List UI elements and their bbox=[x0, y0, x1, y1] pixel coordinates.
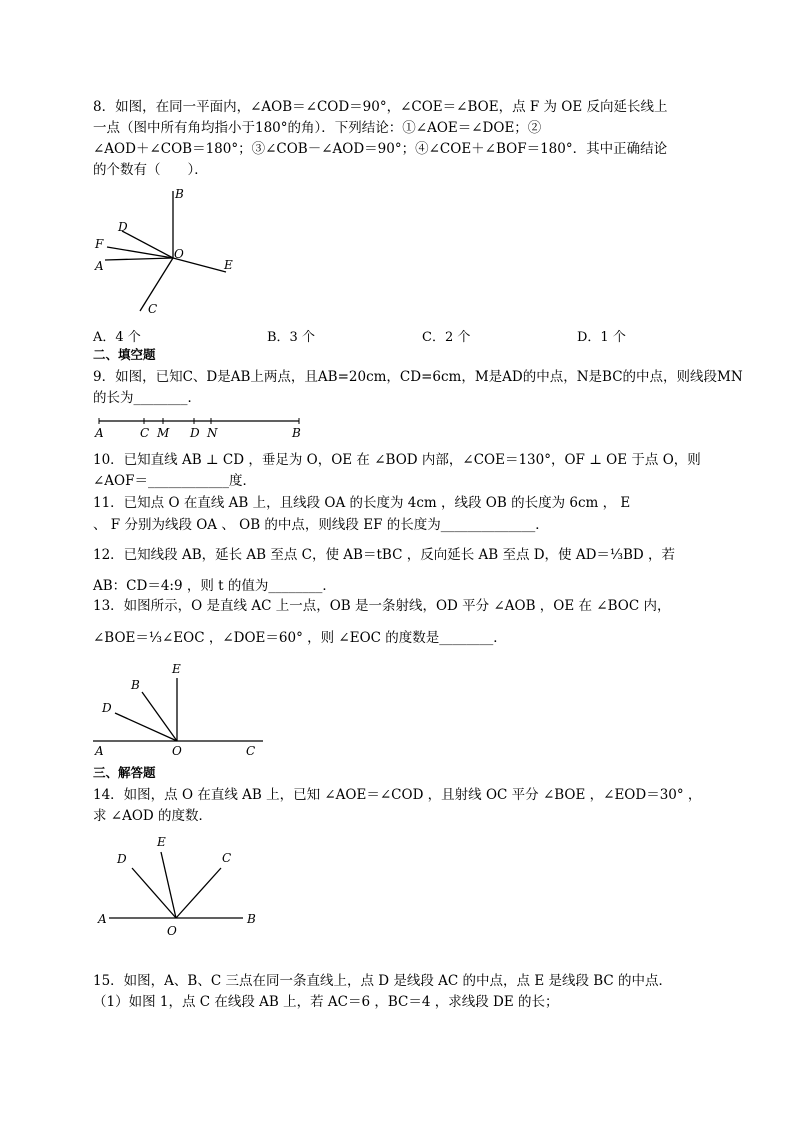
q12-line-1: 12．已知线段 AB，延长 AB 至点 C，使 AB＝tBC ，反向延长 AB 至点 D，使 AD＝⅓BD ，若 bbox=[93, 547, 676, 563]
q14-label-c: C bbox=[222, 851, 232, 865]
q14-line-1: 14．如图，点 O 在直线 AB 上，已知 ∠AOE＝∠COD ，且射线 OC 平分 ∠BOE ，∠EOD＝30° ， bbox=[93, 787, 702, 803]
q13-line-1: 13．如图所示，O 是直线 AC 上一点，OB 是一条射线，OD 平分 ∠AOB ，OE 在 ∠BOC 内， bbox=[93, 598, 671, 614]
q9-figure bbox=[93, 413, 308, 441]
q8-line-4: 的个数有（ ）． bbox=[93, 162, 208, 178]
q8-label-b: B bbox=[175, 187, 184, 201]
q14-label-d: D bbox=[117, 852, 127, 866]
q8-line-1: 8．如图，在同一平面内，∠AOB＝∠COD＝90°，∠COE＝∠BOE，点 F 为 OE 反向延长线上 bbox=[93, 99, 668, 115]
q8-label-c: C bbox=[148, 302, 158, 316]
q9-label-b: B bbox=[292, 426, 301, 440]
q12-line-2: AB：CD＝4:9 ，则 t 的值为________． bbox=[93, 578, 336, 594]
q8-label-e: E bbox=[224, 258, 233, 272]
q15-line-1: 15．如图，A、B、C 三点在同一条直线上，点 D 是线段 AC 的中点，点 E 是线段 BC 的中点． bbox=[93, 973, 673, 989]
q13-label-o: O bbox=[172, 744, 182, 758]
q8-label-o: O bbox=[174, 247, 184, 261]
q15-line-2: （1）如图 1，点 C 在线段 AB 上，若 AC＝6 ，BC＝4 ，求线段 DE 的长； bbox=[93, 994, 559, 1010]
q9-line-2: 的长为________． bbox=[93, 390, 201, 406]
q9-label-d: D bbox=[190, 426, 200, 440]
q8-option-a: A．4 个 bbox=[93, 330, 141, 345]
q13-label-d: D bbox=[102, 701, 112, 715]
q13-label-b: B bbox=[131, 678, 140, 692]
section-heading-solutions: 三、解答题 bbox=[93, 765, 156, 780]
section-heading-fill-in: 二、填空题 bbox=[93, 347, 156, 362]
q8-option-d: D．1 个 bbox=[577, 330, 626, 345]
q8-label-f: F bbox=[95, 237, 104, 251]
q14-label-o: O bbox=[167, 924, 177, 938]
q8-line-3: ∠AOD＋∠COB＝180°；③∠COB－∠AOD＝90°；④∠COE＋∠BOF＝180°．其中正确结论 bbox=[93, 141, 668, 157]
q8-line-2: 一点（图中所有角均指小于180°的角）．下列结论：①∠AOE＝∠DOE；② bbox=[93, 120, 542, 136]
q14-line-2: 求 ∠AOD 的度数． bbox=[93, 808, 213, 824]
q14-label-b: B bbox=[247, 912, 256, 926]
q13-label-a: A bbox=[95, 744, 104, 758]
q9-line-1: 9．如图，已知C、D是AB上两点，且AB=20cm，CD=6cm，M是AD的中点，N是BC的中点，则线段MN bbox=[93, 369, 743, 385]
q11-line-1: 11．已知点 O 在直线 AB 上，且线段 OA 的长度为 4cm ，线段 OB 的长度为 6cm ， E bbox=[93, 495, 631, 511]
q11-line-2: 、 F 分别为线段 OA 、 OB 的中点，则线段 EF 的长度为______________． bbox=[93, 517, 549, 533]
q14-figure bbox=[93, 832, 268, 942]
q13-label-c: C bbox=[246, 744, 256, 758]
q14-label-a: A bbox=[98, 912, 107, 926]
q8-label-d: D bbox=[118, 220, 128, 234]
q8-label-a: A bbox=[95, 259, 104, 273]
q10-line-1: 10．已知直线 AB ⊥ CD ，垂足为 O，OE 在 ∠BOD 内部，∠COE＝130°，OF ⊥ OE 于点 O，则 bbox=[93, 452, 701, 468]
q9-label-n: N bbox=[207, 426, 218, 440]
q10-line-2: ∠AOF＝____________度． bbox=[93, 473, 256, 489]
q9-label-c: C bbox=[140, 426, 150, 440]
q9-label-m: M bbox=[157, 426, 170, 440]
q8-option-b: B．3 个 bbox=[267, 330, 315, 345]
q8-option-c: C．2 个 bbox=[422, 330, 471, 345]
q14-label-e: E bbox=[157, 835, 166, 849]
q13-figure bbox=[93, 658, 268, 758]
q8-figure bbox=[90, 185, 250, 320]
q13-label-e: E bbox=[172, 662, 181, 676]
q13-line-2: ∠BOE＝⅓∠EOC ，∠DOE＝60° ，则 ∠EOC 的度数是________． bbox=[93, 630, 507, 646]
q9-label-a: A bbox=[95, 426, 104, 440]
